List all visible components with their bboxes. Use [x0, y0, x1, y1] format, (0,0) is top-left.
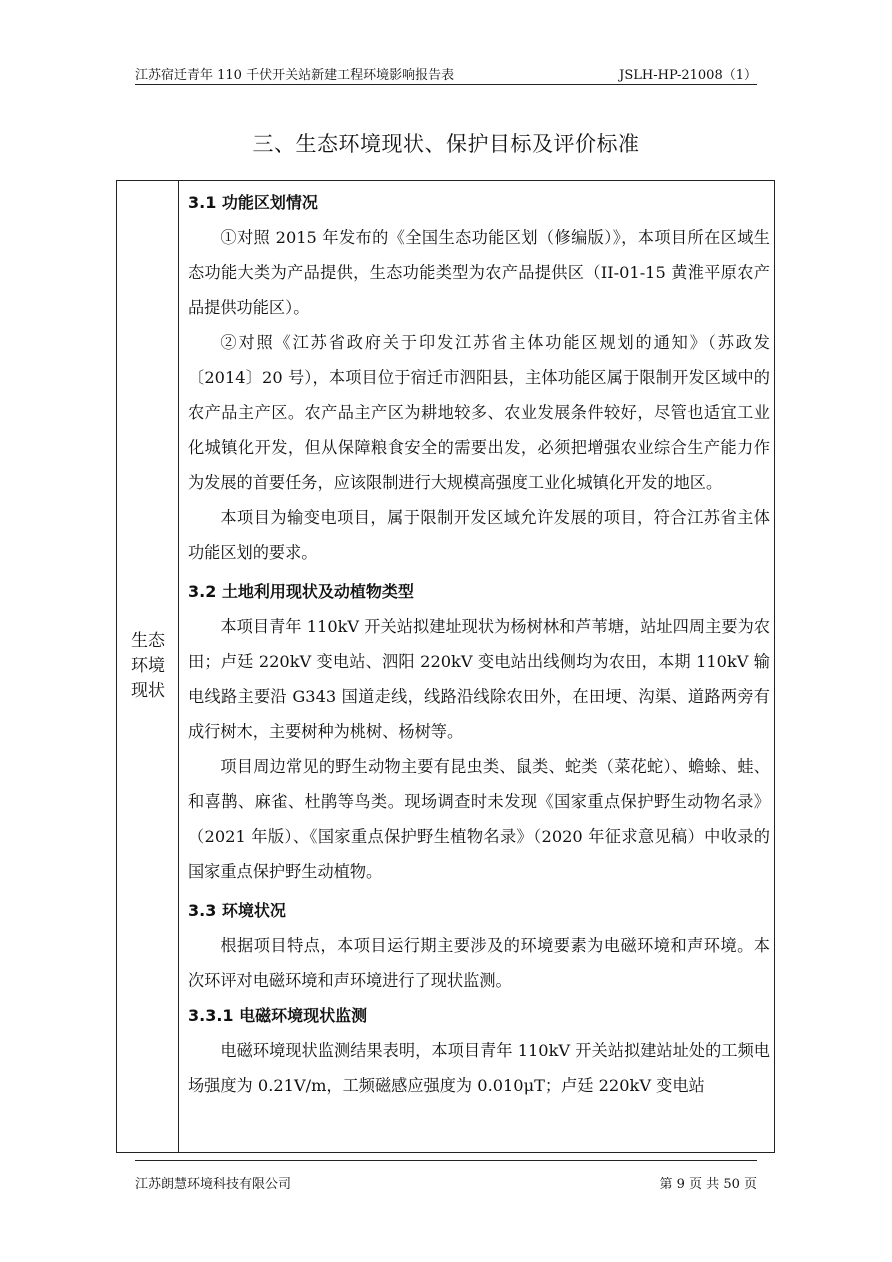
header-report-title: 江苏宿迁青年 110 千伏开关站新建工程环境影响报告表: [135, 68, 455, 83]
table-content-cell: [188, 181, 770, 1103]
row-label-text: 生态环境现状: [131, 631, 165, 701]
page-footer: [135, 1160, 757, 1192]
page-header: [135, 62, 757, 85]
heading-3-1: 3.1 功能区划情况: [188, 193, 318, 212]
heading-3-3: 3.3 环境状况: [188, 901, 286, 920]
paragraph-3-2-2: 项目周边常见的野生动物主要有昆虫类、鼠类、蛇类（菜花蛇）、蟾蜍、蛙、和喜鹊、麻雀、杜鹃等鸟类。现场调查时未发现《国家重点保护野生动物名录》（2021 年版）、《国家重点保护野生植物名录》（2020 年征求意见稿）中收录的国家重点保护野生动植物。: [188, 757, 770, 881]
content-table: [116, 180, 775, 1153]
table-label-column: [117, 181, 179, 1152]
heading-3-3-1: 3.3.1 电磁环境现状监测: [188, 1006, 368, 1025]
paragraph-3-1-1: ①对照 2015 年发布的《全国生态功能区划（修编版）》，本项目所在区域生态功能大类为产品提供，生态功能类型为农产品提供区（II-01-15 黄淮平原农产品提供功能区）。: [188, 228, 770, 317]
footer-page-number: 第 9 页 共 50 页: [659, 1177, 757, 1192]
heading-3-2: 3.2 土地利用现状及动植物类型: [188, 582, 414, 601]
paragraph-3-3-1: 根据项目特点，本项目运行期主要涉及的环境要素为电磁环境和声环境。本次环评对电磁环境和声环境进行了现状监测。: [188, 936, 770, 990]
row-label: [117, 629, 179, 704]
paragraph-3-1-2: ②对照《江苏省政府关于印发江苏省主体功能区规划的通知》（苏政发〔2014〕20 号），本项目位于宿迁市泗阳县，主体功能区属于限制开发区域中的农产品主产区。农产品主产区为耕地较多、农业发展条件较好，尽管也适宜工业化城镇化开发，但从保障粮食安全的需要出发，必须把增强农业综合生产能力作为发展的首要任务，应该限制进行大规模高强度工业化城镇化开发的地区。: [188, 333, 770, 492]
footer-company: 江苏朗慧环境科技有限公司: [135, 1177, 292, 1192]
paragraph-3-2-1: 本项目青年 110kV 开关站拟建址现状为杨树林和芦苇塘，站址四周主要为农田；卢廷 220kV 变电站、泗阳 220kV 变电站出线侧均为农田，本期 110kV 输电线路主要沿 G343 国道走线，线路沿线除农田外，在田埂、沟渠、道路两旁有成行树木，主要树种为桃树、杨树等。: [188, 617, 770, 741]
paragraph-3-1-3: 本项目为输变电项目，属于限制开发区域允许发展的项目，符合江苏省主体功能区划的要求。: [188, 508, 770, 562]
header-document-number: JSLH-HP-21008（1）: [619, 68, 757, 83]
section-title: 三、生态环境现状、保护目标及评价标准: [252, 132, 640, 156]
paragraph-3-3-1-1: 电磁环境现状监测结果表明，本项目青年 110kV 开关站拟建站址处的工频电场强度为 0.21V/m，工频磁感应强度为 0.010μT；卢廷 220kV 变电站: [188, 1041, 770, 1095]
